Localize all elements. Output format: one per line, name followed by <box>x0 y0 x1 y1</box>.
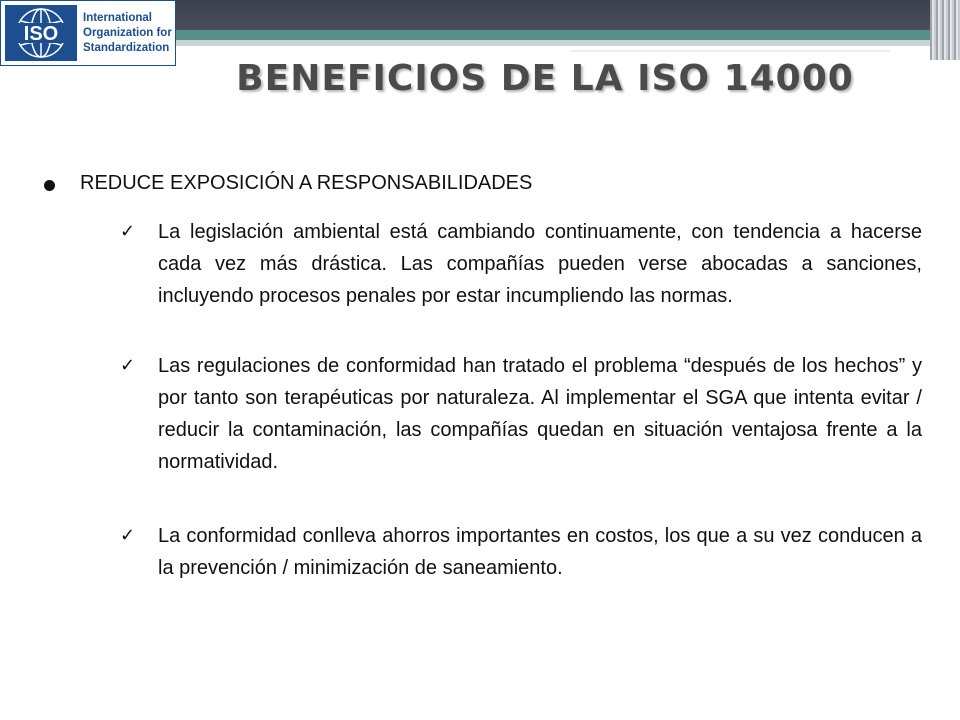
header-accent-line <box>570 50 890 52</box>
list-item <box>120 350 922 478</box>
main-bullet-text: REDUCE EXPOSICIÓN A RESPONSABILIDADES <box>80 172 533 194</box>
list-item-text: La conformidad conlleva ahorros importantes en costos, los que a su vez conducen a la prevención / minimización de saneamiento. <box>158 525 922 579</box>
list-item-text: La legislación ambiental está cambiando continuamente, con tendencia a hacerse cada vez más drástica. Las compañías pueden verse abocadas a sanciones, incluyendo procesos penales por estar incumpliendo las normas. <box>158 221 922 307</box>
checkmark-icon: ✓ <box>120 221 136 242</box>
checkmark-icon: ✓ <box>120 355 136 376</box>
header-bar-light <box>175 40 935 46</box>
iso-badge <box>5 5 77 61</box>
iso-badge-text: ISO <box>23 23 59 45</box>
list-item-text: Las regulaciones de conformidad han tratado el problema “después de los hechos” y por tanto son terapéuticas por naturaleza. Al implementar el SGA que intenta evitar / reducir la contaminación, las compañías quedan en situación ventajosa frente a la normatividad. <box>158 355 922 473</box>
list-item <box>120 216 922 312</box>
header-bar-dark <box>175 0 935 30</box>
iso-logo-line: Standardization <box>83 42 170 54</box>
header-stripes <box>930 0 960 60</box>
checkmark-icon: ✓ <box>120 525 136 546</box>
list-item <box>120 520 922 584</box>
slide-title: BENEFICIOS DE LA ISO 14000 <box>236 58 854 99</box>
iso-logo <box>0 0 176 66</box>
iso-logo-text <box>83 11 175 56</box>
header-bar-teal <box>175 30 935 40</box>
globe-icon <box>5 5 77 61</box>
iso-logo-line: Organization for <box>83 27 172 39</box>
bullet-icon <box>44 180 55 191</box>
iso-logo-line: International <box>83 12 153 24</box>
